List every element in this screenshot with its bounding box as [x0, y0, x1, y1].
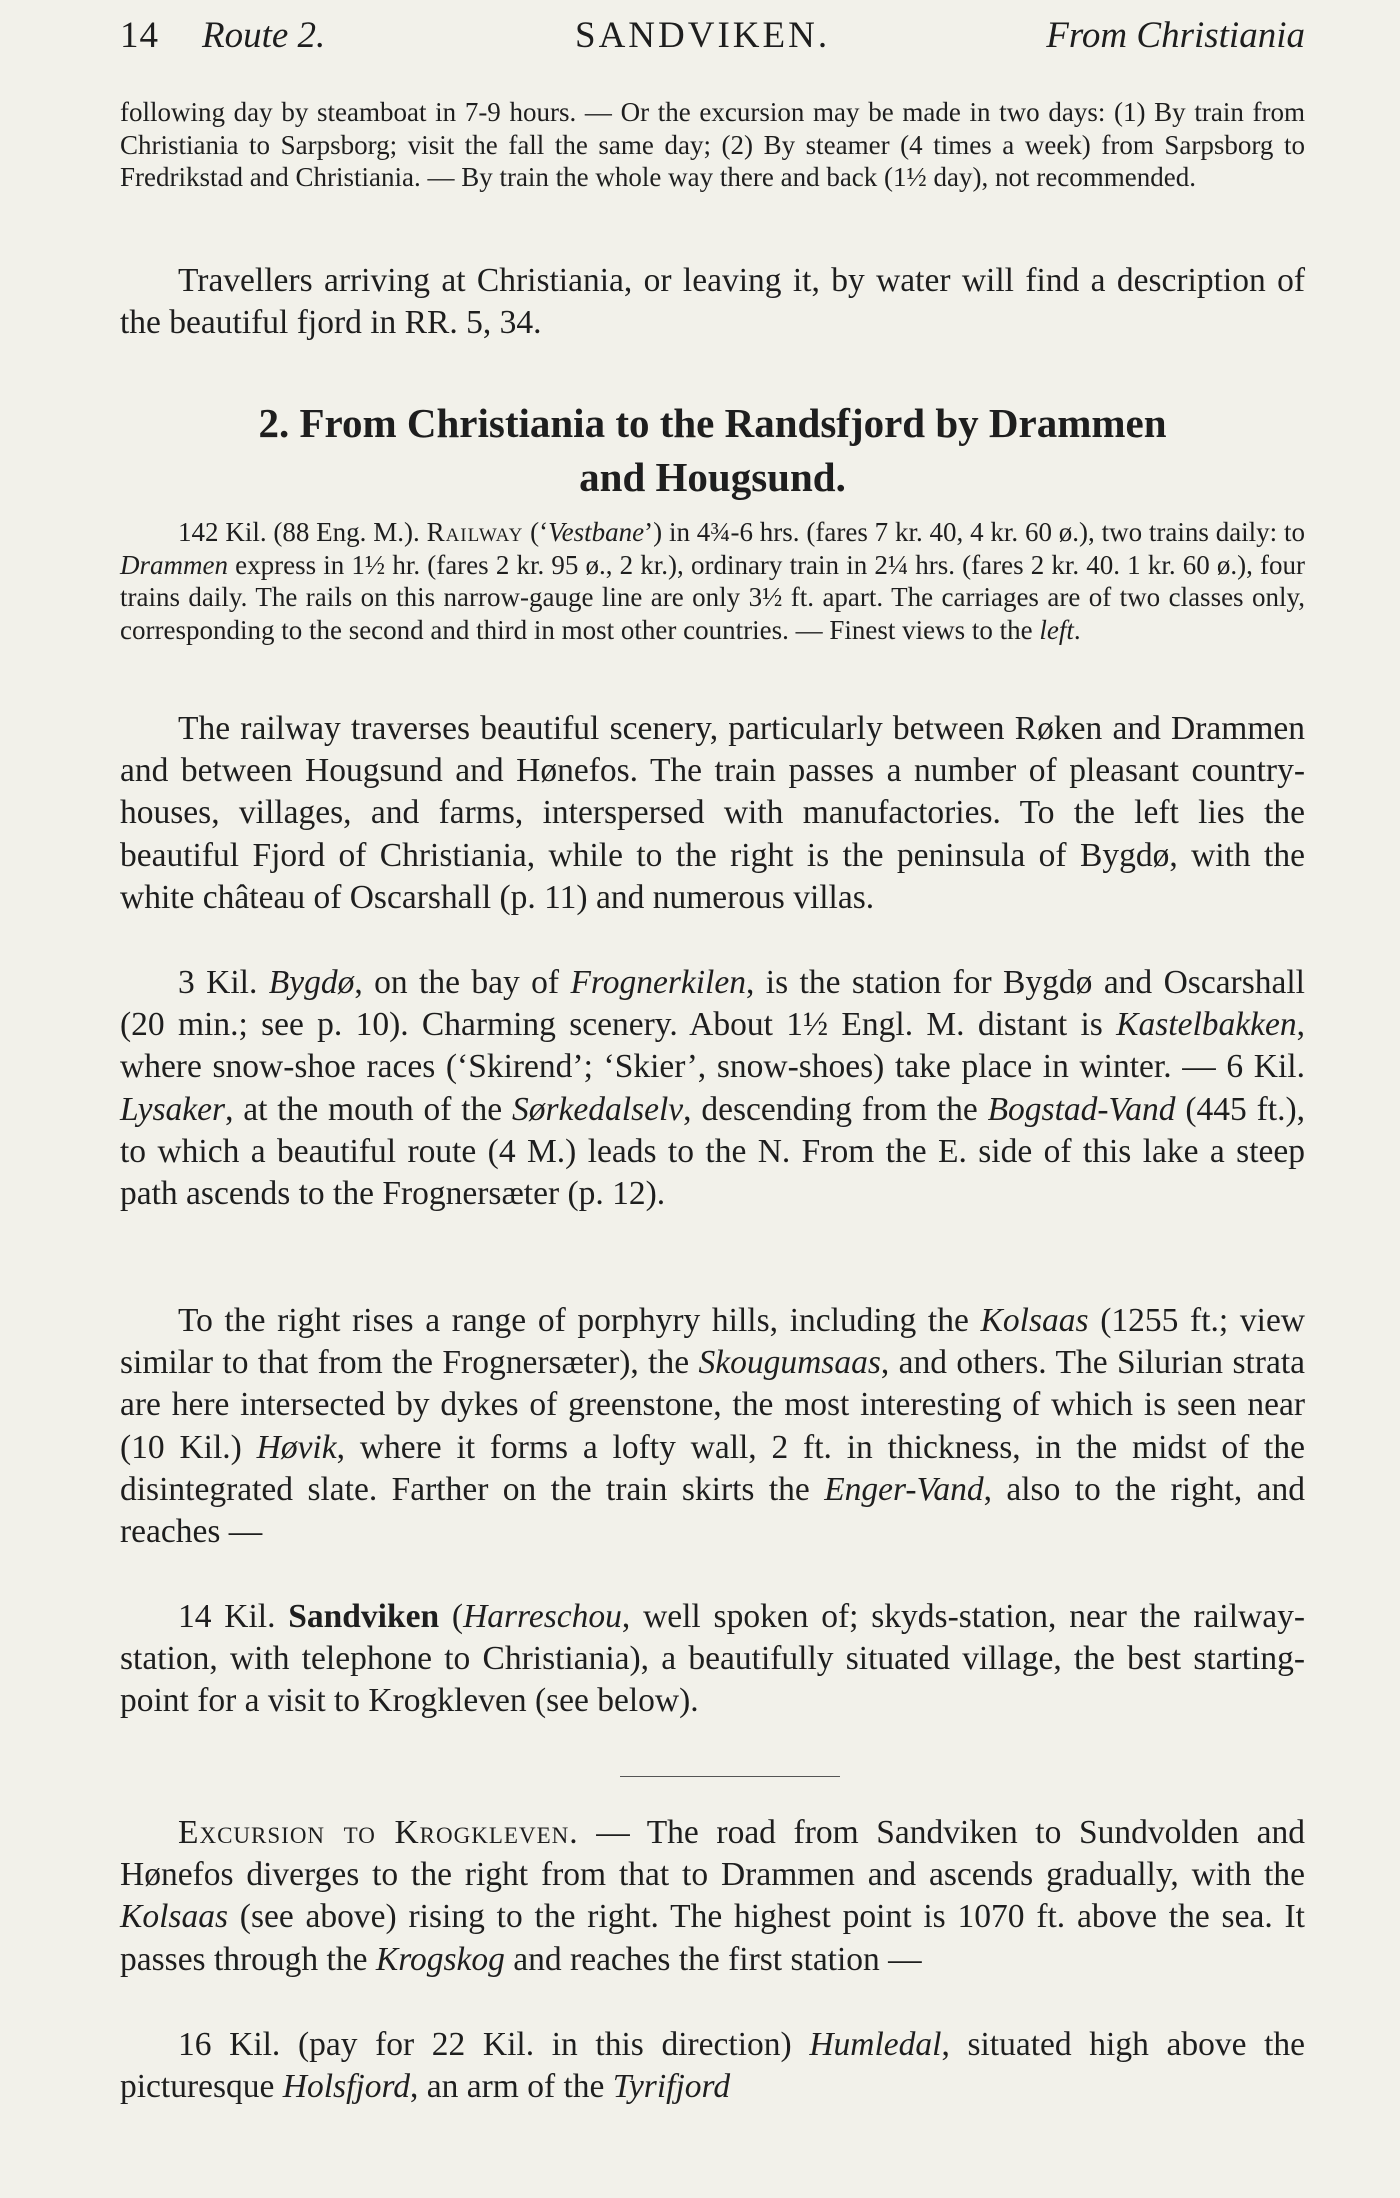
route-info-text: express in 1½ hr. (fares 2 kr. 95 ø., 2 kr.), ordinary train in 2¼ hrs. (fares 2 kr. 40. 1 kr. 60 ø.), four trains daily. The rails on this narrow-gauge line are only 3½ ft. apart. The carriages are of two classes only, corresponding to the second and third in most other countries. — Finest views to the: [120, 549, 1305, 645]
place-kolsaas: Kolsaas: [980, 1302, 1089, 1339]
vestbane-name: Vestbane: [548, 517, 645, 547]
hills-text: To the right rises a range of porphyry hills, including the: [178, 1302, 981, 1339]
header-title: SANDVIKEN.: [575, 15, 831, 56]
route-info-paragraph: [120, 516, 1305, 646]
hills-text: , where it forms a lofty wall, 2 ft. in thickness, in the midst of the disintegrated slate. Farther on the train skirts the: [120, 1428, 1305, 1508]
place-kastelbakken: Kastelbakken: [1116, 1006, 1297, 1044]
bygdo-text: , descending from the: [683, 1090, 988, 1128]
drammen-name: Drammen: [120, 549, 228, 580]
excursion-paragraph: [120, 1812, 1305, 1981]
page-number: 14: [120, 15, 159, 56]
bygdo-text: , on the bay of: [354, 964, 571, 1001]
place-skougumsaas: Skougumsaas: [698, 1344, 881, 1382]
bygdo-text: , where snow-shoe races (‘Skirend’; ‘Skier’, snow-shoes) take place in winter. — 6 Kil.: [120, 1006, 1305, 1086]
excursion-text: and reaches the first station —: [504, 1940, 922, 1978]
place-humledal: Humledal: [809, 2026, 942, 2063]
bygdo-text: , at the mouth of the: [225, 1090, 512, 1128]
excursion-text: — The road from Sandviken to Sundvolden and Hønefos diverges to the right from that to Drammen and ascends gradually, with the: [120, 1814, 1306, 1894]
place-hovik: Høvik: [256, 1428, 337, 1466]
route-info-text: .: [1073, 614, 1081, 645]
humledal-text: , situated high above the picturesque: [120, 2026, 1305, 2106]
travellers-paragraph: Travellers arriving at Christiania, or leaving it, by water will find a description of the beautiful fjord in RR. 5, 34.: [120, 262, 1305, 342]
hills-text: (1255 ft.; view similar to that from the Frognersæter), the: [120, 1302, 1306, 1382]
excursion-text: (see above) rising to the right. The highest point is 1070 ft. above the sea. It passes through the: [120, 1898, 1305, 1978]
place-sorkedalselv: Sørkedalselv: [511, 1090, 684, 1128]
bygdo-text: (445 ft.), to which a beautiful route (4 M.) leads to the N. From the E. side of this lake a steep path ascends to the Frognersæter (p. 12).: [120, 1090, 1305, 1213]
railway-label: Railway: [426, 517, 524, 547]
place-enger-vand: Enger-Vand: [824, 1470, 984, 1508]
place-bygdo: Bygdø: [268, 964, 355, 1001]
hills-text: , and others. The Silurian strata are here intersected by dykes of greenstone, the most interesting of which is seen near (10 Kil.): [120, 1344, 1306, 1466]
intro-paragraph: following day by steamboat in 7-9 hours. — Or the excursion may be made in two days: (1) By train from Christiania to Sarpsborg; visit the fall the same day; (2) By steamer (4 times a week) from Sarpsborg to Fredrikstad and Christiania. — By train the whole way there and back (1½ day), not recommended.: [120, 97, 1305, 192]
route-heading-line2: and Hougsund.: [579, 454, 846, 500]
left-word: left: [1039, 614, 1074, 645]
sandviken-text: 14 Kil.: [178, 1598, 289, 1635]
place-krogskog: Krogskog: [375, 1940, 505, 1978]
running-header: [120, 14, 1305, 60]
humledal-paragraph: [120, 2024, 1305, 2108]
route-info-text: 142 Kil. (88 Eng. M.).: [178, 517, 427, 547]
place-bogstad-vand: Bogstad-Vand: [987, 1090, 1176, 1128]
bygdo-paragraph: [120, 962, 1305, 1215]
route-number: 2.: [258, 400, 290, 446]
header-from: From Christiania: [1046, 15, 1305, 56]
route-info-text: ’) in 4¾-6 hrs. (fares 7 kr. 40, 4 kr. 60 ø.), two trains daily: to: [644, 517, 1306, 547]
route-label: Route 2.: [202, 15, 326, 56]
railway-paragraph: The railway traverses beautiful scenery, particularly between Røken and Drammen and between Hougsund and Hønefos. The train passes a number of pleasant country-houses, villages, and farms, interspersed with manufactories. To the left lies the beautiful Fjord of Christiania, while to the right is the peninsula of Bygdø, with the white château of Oscarshall (p. 11) and numerous villas.: [120, 710, 1305, 916]
sandviken-text: (: [439, 1598, 464, 1635]
humledal-text: 16 Kil. (pay for 22 Kil. in this direction): [178, 2026, 810, 2063]
place-lysaker: Lysaker: [120, 1090, 226, 1128]
hills-paragraph: [120, 1300, 1305, 1553]
sandviken-text: , well spoken of; skyds-station, near the railway-station, with telephone to Christiania), a beautifully situated village, the best starting-point for a visit to Krogkleven (see below).: [120, 1598, 1305, 1720]
sandviken-paragraph: [120, 1596, 1305, 1723]
route-heading-line1: From Christiania to the Randsfjord by Drammen: [299, 400, 1167, 446]
route-info-text: (‘: [523, 517, 549, 547]
bygdo-text: , is the station for Bygdø and Oscarshall (20 min.; see p. 10). Charming scenery. About 1½ Engl. M. distant is: [120, 964, 1305, 1044]
hotel-harreschou: Harreschou: [463, 1598, 622, 1635]
place-sandviken: Sandviken: [288, 1598, 440, 1635]
place-frognerkilen: Frognerkilen: [570, 964, 746, 1001]
humledal-text: , an arm of the: [410, 2068, 613, 2106]
excursion-label: Excursion to Krogkleven.: [178, 1814, 579, 1851]
hills-text: , also to the right, and reaches —: [120, 1470, 1305, 1551]
place-tyrifjord: Tyrifjord: [612, 2068, 731, 2106]
place-kolsaas: Kolsaas: [120, 1898, 228, 1936]
route-heading: [120, 396, 1305, 504]
place-holsfjord: Holsfjord: [282, 2068, 410, 2106]
bygdo-text: 3 Kil.: [178, 964, 269, 1001]
section-divider: [620, 1776, 840, 1777]
